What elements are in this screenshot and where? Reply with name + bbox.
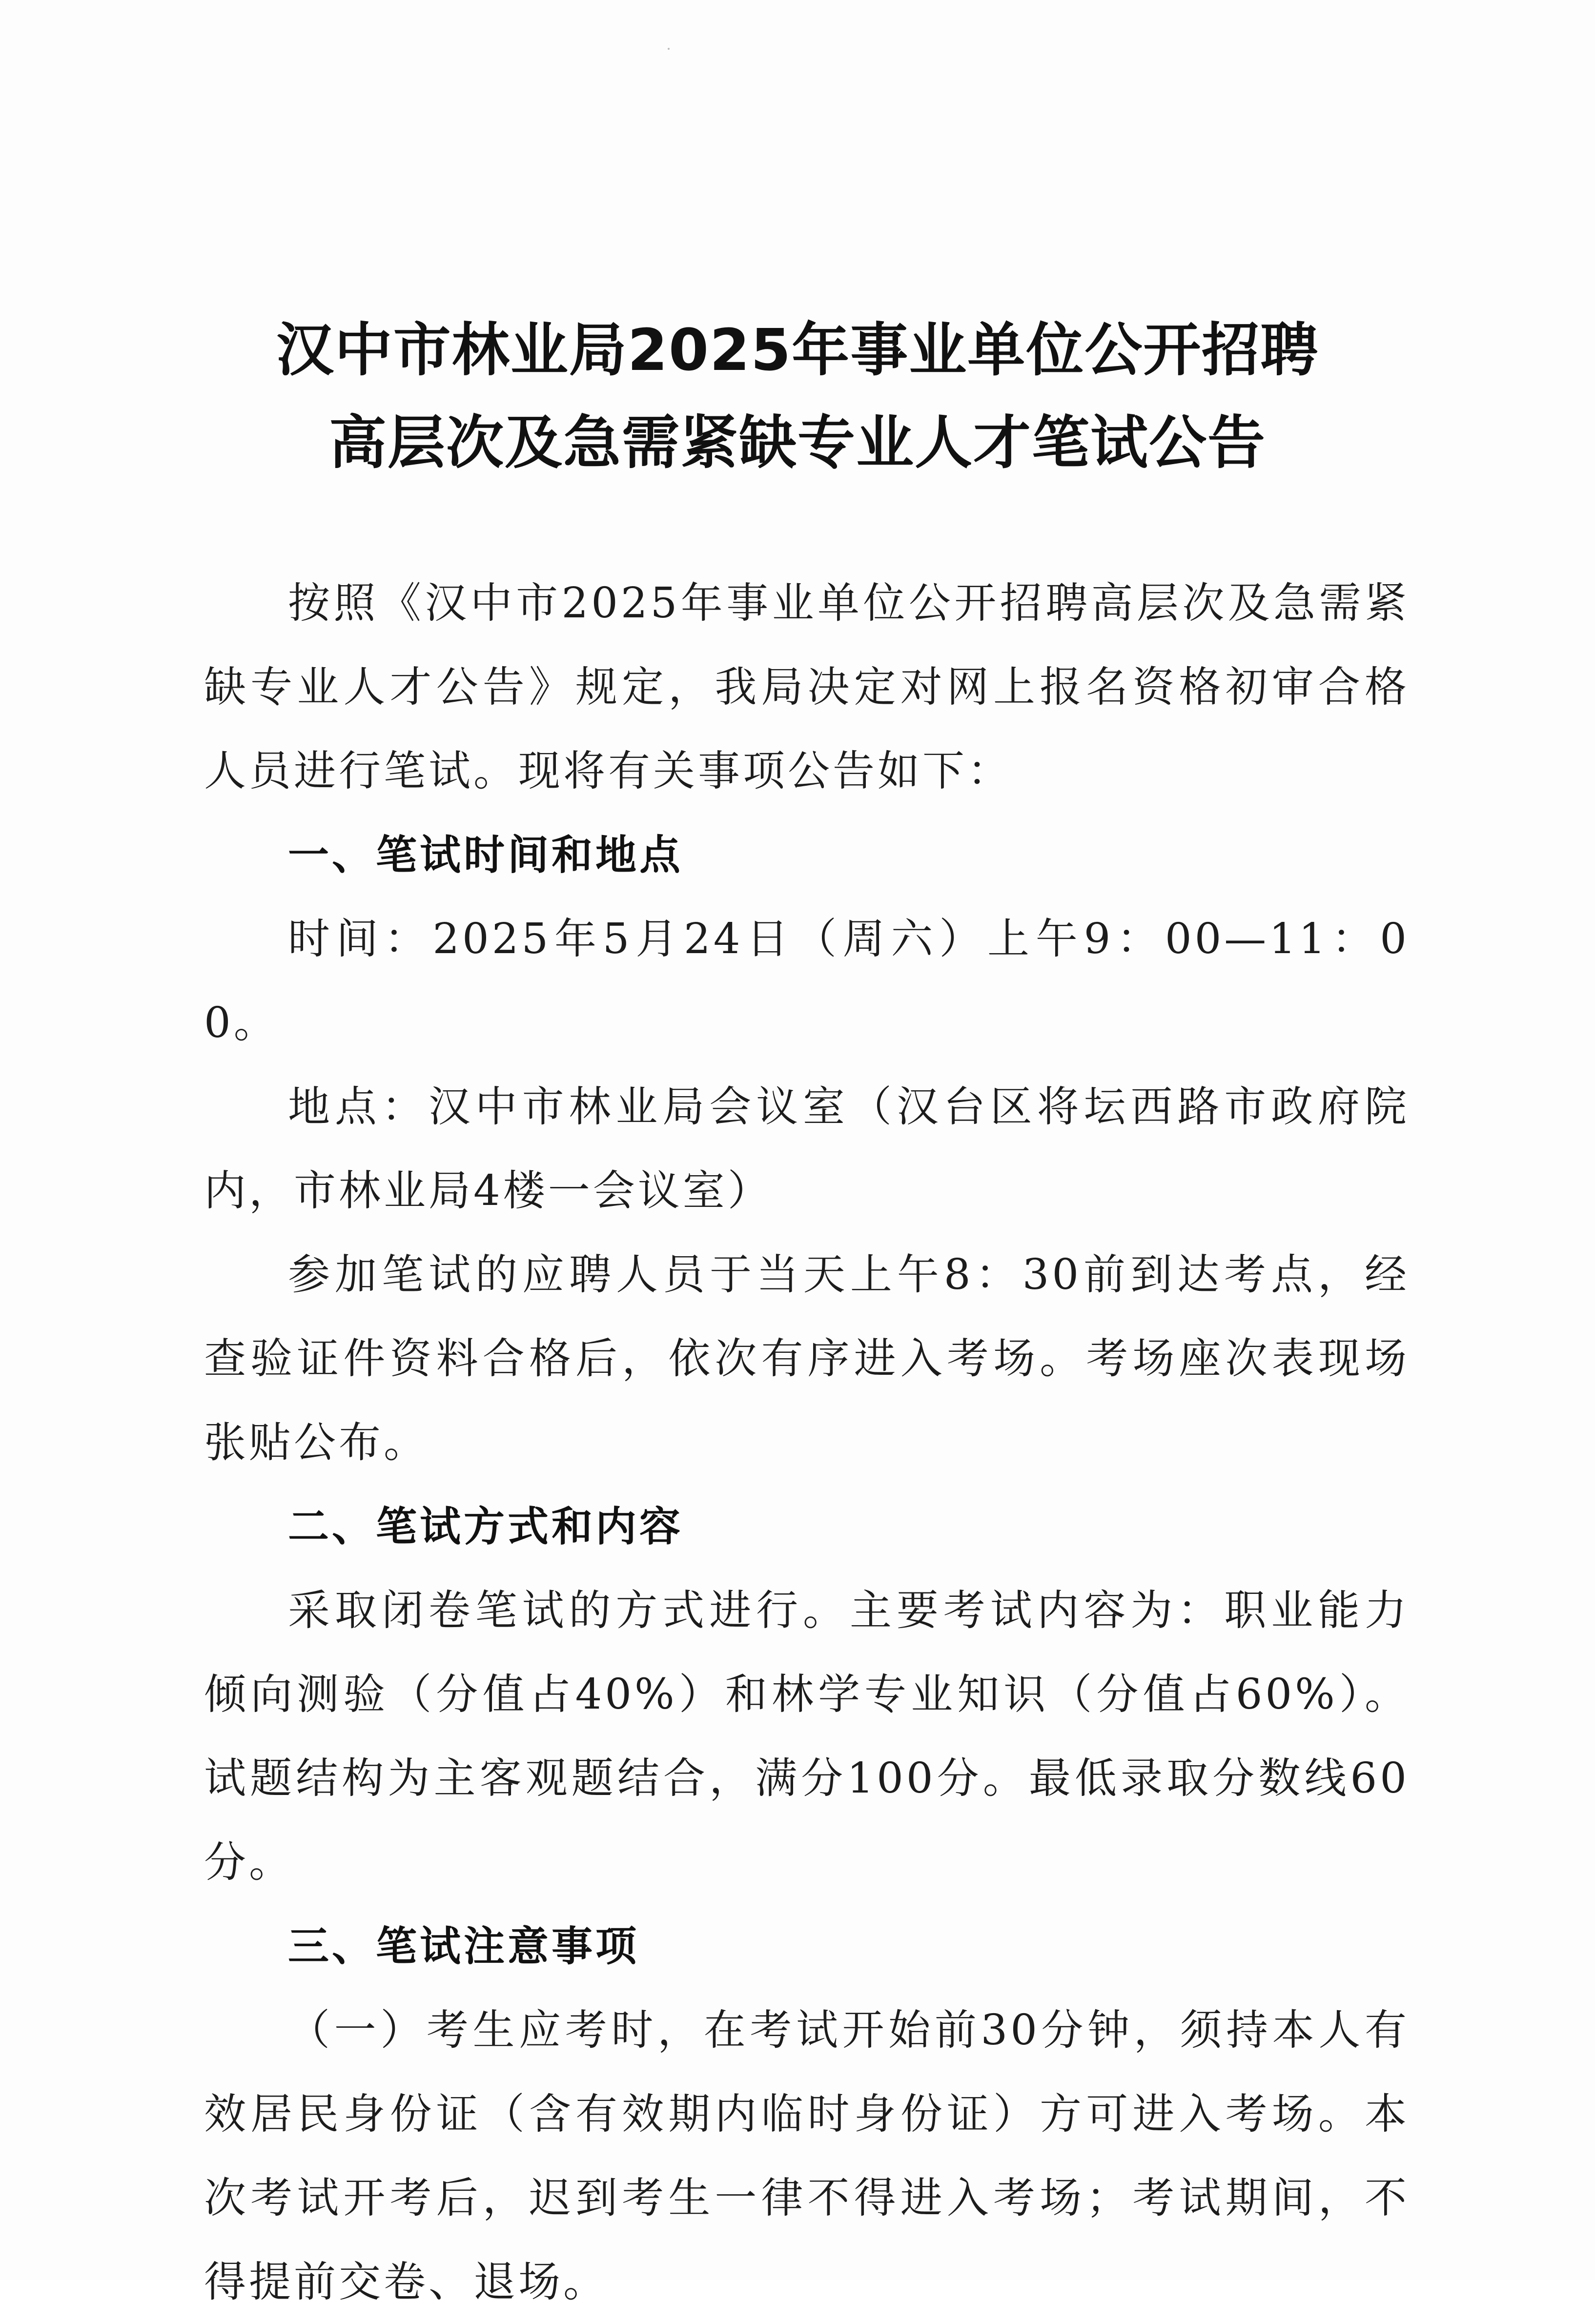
exam-time: 时间：2025年5月24日（周六）上午9：00—11：00。 [204,915,1410,1047]
section-3-heading: 三、笔试注意事项 [288,1922,640,1970]
section-2-heading: 二、笔试方式和内容 [288,1503,684,1550]
section-1-heading: 一、笔试时间和地点 [288,831,684,879]
document-title-line-2: 高层次及急需紧缺专业人才笔试公告 [328,409,1266,476]
notice-item-1: （一）考生应考时，在考试开始前30分钟，须持本人有效居民身份证（含有效期内临时身份证）方可进入考场。本次考试开考后，迟到考生一律不得进入考场；考试期间，不得提前交卷、退场。 [204,2006,1410,2306]
arrival-instructions: 参加笔试的应聘人员于当天上午8：30前到达考点，经查验证件资料合格后，依次有序进入考场。考场座次表现场张贴公布。 [204,1250,1410,1467]
exam-place: 地点：汉中市林业局会议室（汉台区将坛西路市政府院内，市林业局4楼一会议室） [204,1082,1410,1215]
intro-paragraph: 按照《汉中市2025年事业单位公开招聘高层次及急需紧缺专业人才公告》规定，我局决定对网上报名资格初审合格人员进行笔试。现将有关事项公告如下： [204,579,1410,795]
document-body [204,561,1410,2324]
document-title-line-1: 汉中市林业局2025年事业单位公开招聘 [276,316,1319,384]
scan-speck [668,48,670,50]
exam-content: 采取闭卷笔试的方式进行。主要考试内容为：职业能力倾向测验（分值占40%）和林学专业知识（分值占60%）。试题结构为主客观题结合，满分100分。最低录取分数线60分。 [204,1586,1410,1887]
